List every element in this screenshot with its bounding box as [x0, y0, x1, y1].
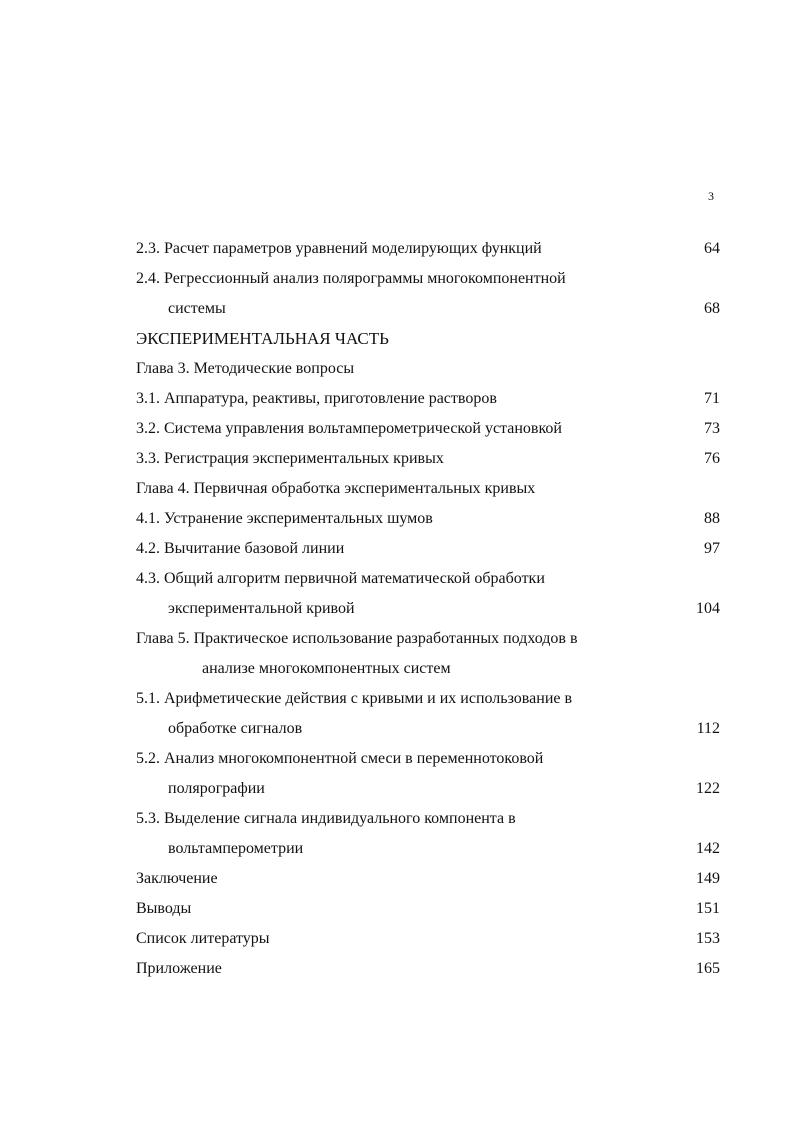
toc-entry-continuation: [136, 594, 720, 624]
toc-entry-continuation: [136, 714, 720, 744]
toc-entry-text: 5.3. Выделение сигнала индивидуального компонента в: [136, 810, 516, 827]
toc-entry-text: анализе многокомпонентных систем: [202, 660, 451, 677]
toc-chapter-heading: [136, 354, 720, 384]
toc-entry-continuation: [136, 654, 720, 684]
toc-entry: [136, 534, 720, 564]
toc-entry-continuation: [136, 294, 720, 324]
table-of-contents: [136, 234, 720, 984]
toc-entry-text: Глава 3. Методические вопросы: [136, 360, 355, 377]
toc-entry-text: 4.1. Устранение экспериментальных шумов: [136, 510, 433, 527]
toc-chapter-heading: [136, 624, 720, 654]
toc-entry: [136, 924, 720, 954]
toc-entry-page: 112: [696, 720, 720, 737]
toc-entry: [136, 264, 720, 294]
toc-entry-text: 2.3. Расчет параметров уравнений моделирующих функций: [136, 240, 542, 257]
toc-entry-text: 3.3. Регистрация экспериментальных кривых: [136, 450, 444, 467]
toc-chapter-heading: [136, 474, 720, 504]
toc-entry-text: 3.2. Система управления вольтамперометрической установкой: [136, 420, 562, 437]
toc-entry-page: 64: [704, 240, 720, 257]
toc-entry-page: 73: [704, 420, 720, 437]
toc-entry-text: Выводы: [136, 900, 192, 917]
toc-entry-page: 68: [704, 300, 720, 317]
toc-entry: [136, 444, 720, 474]
toc-entry-page: 88: [704, 510, 720, 527]
toc-entry: [136, 804, 720, 834]
toc-entry-text: экспериментальной кривой: [168, 600, 355, 617]
toc-entry-text: 5.1. Арифметические действия с кривыми и их использование в: [136, 690, 573, 707]
toc-entry: [136, 564, 720, 594]
toc-entry-page: 142: [696, 840, 720, 857]
toc-entry-page: 71: [704, 390, 720, 407]
toc-entry-text: 5.2. Анализ многокомпонентной смеси в переменнотоковой: [136, 750, 544, 767]
toc-entry-text: системы: [168, 300, 226, 317]
toc-entry-text: ЭКСПЕРИМЕНТАЛЬНАЯ ЧАСТЬ: [136, 329, 389, 348]
toc-entry-text: полярографии: [168, 780, 265, 797]
toc-entry-text: 4.2. Вычитание базовой линии: [136, 540, 345, 557]
toc-entry-text: обработке сигналов: [168, 720, 303, 737]
toc-entry: [136, 684, 720, 714]
toc-entry-page: 151: [696, 900, 720, 917]
toc-entry: [136, 954, 720, 984]
toc-entry-page: 97: [704, 540, 720, 557]
toc-entry-text: Заключение: [136, 870, 218, 887]
toc-entry: [136, 894, 720, 924]
toc-entry-text: Глава 5. Практическое использование разработанных подходов в: [136, 630, 578, 647]
toc-entry-page: 76: [704, 450, 720, 467]
toc-entry-text: 3.1. Аппаратура, реактивы, приготовление растворов: [136, 390, 497, 407]
toc-entry: [136, 414, 720, 444]
toc-entry: [136, 504, 720, 534]
toc-entry-text: 4.3. Общий алгоритм первичной математической обработки: [136, 570, 545, 587]
toc-entry: [136, 384, 720, 414]
page-number: 3: [708, 189, 714, 203]
toc-entry-text: Приложение: [136, 960, 222, 977]
toc-entry-page: 122: [696, 780, 720, 797]
toc-entry: [136, 234, 720, 264]
toc-entry-text: Список литературы: [136, 930, 270, 947]
toc-entry-page: 165: [696, 960, 720, 977]
toc-entry-continuation: [136, 834, 720, 864]
toc-entry-text: вольтамперометрии: [168, 840, 304, 857]
toc-entry-page: 104: [696, 600, 720, 617]
toc-entry-page: 153: [696, 930, 720, 947]
toc-section-heading: [136, 324, 720, 354]
toc-entry-text: Глава 4. Первичная обработка экспериментальных кривых: [136, 480, 536, 497]
toc-entry-continuation: [136, 774, 720, 804]
toc-entry: [136, 864, 720, 894]
toc-entry: [136, 744, 720, 774]
toc-entry-text: 2.4. Регрессионный анализ полярограммы многокомпонентной: [136, 270, 566, 287]
toc-entry-page: 149: [696, 870, 720, 887]
